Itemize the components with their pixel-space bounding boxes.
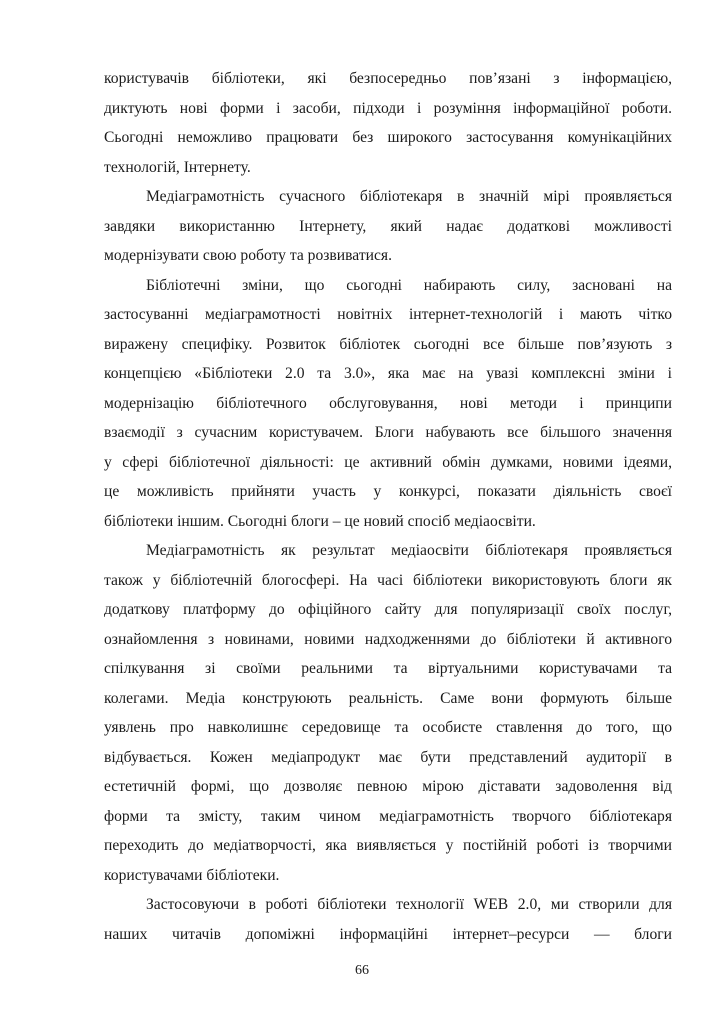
text-line: переходить до медіатворчості, яка виявляється у постійній роботі із творчими	[104, 837, 672, 854]
paragraph	[104, 271, 672, 537]
text-line: Сьогодні неможливо працювати без широкого застосування комунікаційних	[104, 129, 672, 146]
text-line: Бібліотечні зміни, що сьогодні набирають силу, засновані на	[146, 276, 672, 294]
text-line: користувачами бібліотеки.	[104, 866, 280, 884]
text-line: відбувається. Кожен медіапродукт має бути представлений аудиторії в	[104, 748, 672, 766]
paragraph	[104, 182, 672, 271]
text-line: форми та змісту, таким чином медіаграмотність творчого бібліотекаря	[104, 807, 672, 825]
text-line: диктують нові форми і засоби, підходи і розуміння інформаційної роботи.	[104, 99, 672, 117]
text-line: завдяки використанню Інтернету, який надає додаткові можливості	[104, 217, 672, 235]
text-line: також у бібліотечній блогосфері. На часі бібліотеки використовують блоги як	[104, 571, 672, 589]
text-line: ознайомлення з новинами, новими надходженнями до бібліотеки й активного	[104, 630, 672, 648]
text-line: уявлень про навколишнє середовище та особисте ставлення до того, що	[104, 719, 672, 736]
text-line: наших читачів допоміжні інформаційні інтернет–ресурси — блоги	[104, 925, 672, 943]
text-line: користувачів бібліотеки, які безпосередньо пов’язані з інформацією,	[104, 70, 672, 87]
text-line: концепцією «Бібліотеки 2.0 та 3.0», яка має на увазі комплексні зміни і	[104, 365, 672, 382]
text-line: спілкування зі своїми реальними та віртуальними користувачами та	[104, 660, 672, 677]
paragraph	[104, 536, 672, 890]
text-line: це можливість прийняти участь у конкурсі, показати діяльність своєї	[104, 483, 672, 500]
text-line: бібліотеки іншим. Сьогодні блоги – це новий спосіб медіаосвіти.	[104, 512, 536, 530]
text-line: застосуванні медіаграмотності новітніх інтернет-технологій і мають чітко	[104, 306, 672, 323]
text-line: у сфері бібліотечної діяльності: це активний обмін думками, новими ідеями,	[104, 453, 672, 471]
page-number: 66	[355, 963, 369, 978]
body-text	[104, 64, 672, 949]
text-line: Медіаграмотність сучасного бібліотекаря в значній мірі проявляється	[146, 188, 672, 205]
text-line: колегами. Медіа конструюють реальність. Саме вони формують більше	[104, 689, 672, 707]
text-line: Застосовуючи в роботі бібліотеки технології WEB 2.0, ми створили для	[146, 896, 672, 913]
text-line: Медіаграмотність як результат медіаосвіти бібліотекаря проявляється	[146, 542, 672, 559]
text-line: естетичній формі, що дозволяє певною мірою діставати задоволення від	[104, 778, 672, 795]
text-line: модернізувати свою роботу та розвиватися.	[104, 247, 392, 264]
text-line: модернізацію бібліотечного обслуговування, нові методи і принципи	[104, 394, 672, 412]
paragraph	[104, 890, 672, 949]
text-line: взаємодії з сучасним користувачем. Блоги набувають все більшого значення	[104, 424, 672, 441]
text-line: виражену специфіку. Розвиток бібліотек сьогодні все більше пов’язують з	[104, 335, 672, 353]
text-line: технологій, Інтернету.	[104, 158, 251, 176]
text-line: додаткову платформу до офіційного сайту для популяризації своїх послуг,	[104, 601, 672, 618]
paragraph	[104, 64, 672, 182]
